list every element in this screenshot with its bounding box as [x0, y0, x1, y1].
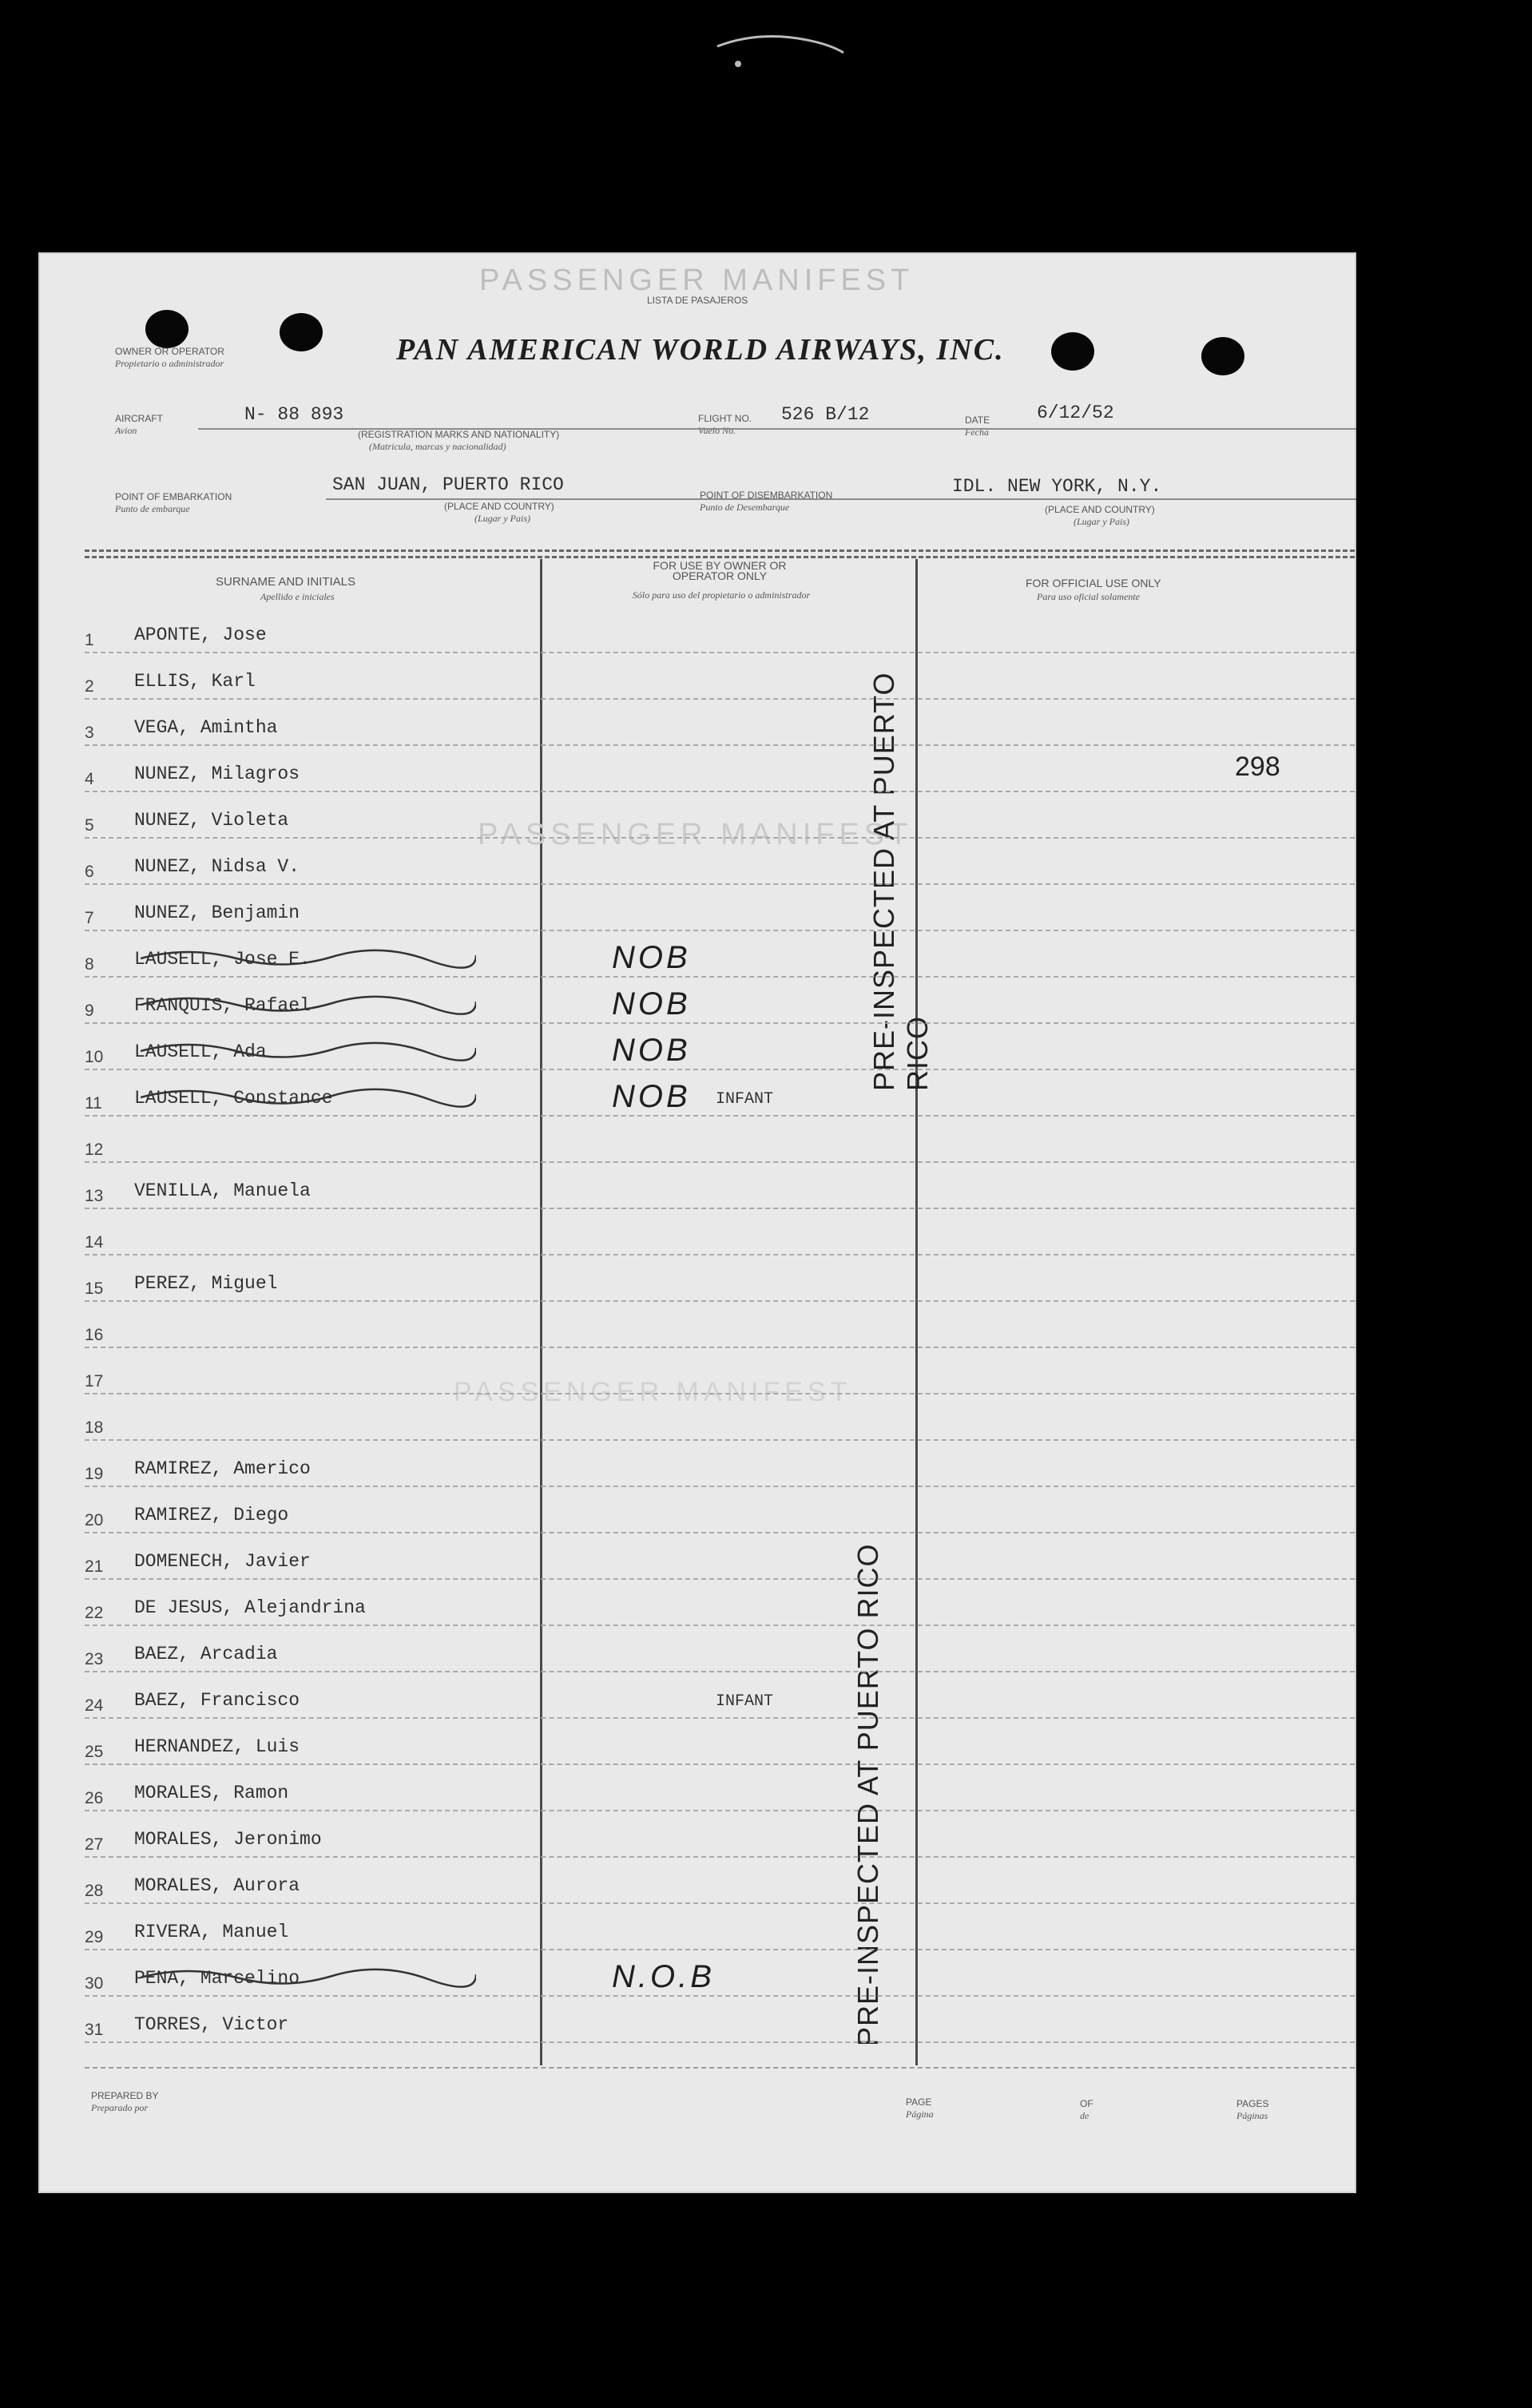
passenger-row: [85, 1348, 1355, 1394]
row-number: 19: [85, 1465, 104, 1483]
row-number: 24: [85, 1696, 104, 1715]
embark-value: SAN JUAN, PUERTO RICO: [332, 474, 564, 495]
passenger-row: [85, 885, 1355, 931]
handwritten-note: NOB: [612, 1079, 691, 1114]
row-number: 2: [85, 677, 94, 696]
passenger-name: LAUSELL, Jose E.: [134, 949, 311, 970]
passenger-name: NUNEZ, Violeta: [134, 810, 289, 831]
passenger-row: [85, 1117, 1355, 1163]
handwritten-note: N.O.B: [612, 1959, 715, 1994]
strike-scribble: [141, 987, 476, 1019]
col-official-header: FOR OFFICIAL USE ONLY: [1026, 577, 1161, 589]
passenger-row: [85, 1858, 1355, 1904]
row-number: 30: [85, 1974, 104, 1993]
place-country-label-es: (Lugar y Pais): [474, 513, 530, 524]
row-number: 28: [85, 1882, 104, 1900]
passenger-row: [85, 1811, 1355, 1858]
embark-label: POINT OF EMBARKATION: [115, 491, 232, 502]
scan-mark: [711, 24, 847, 72]
row-number: 25: [85, 1743, 104, 1761]
row-number: 18: [85, 1418, 104, 1437]
passenger-name: LAUSELL, Constance: [134, 1088, 333, 1109]
passenger-name: ELLIS, Karl: [134, 671, 256, 692]
row-number: 1: [85, 631, 94, 649]
place-country-label-2-es: (Lugar y Pais): [1074, 516, 1129, 527]
handwritten-note: NOB: [612, 940, 691, 975]
passenger-name: TORRES, Victor: [134, 2014, 289, 2035]
passenger-row: [85, 1209, 1355, 1256]
header-rule: [85, 549, 1355, 552]
registration-label: (REGISTRATION MARKS AND NATIONALITY): [358, 429, 560, 440]
passenger-name: PENA, Marcelino: [134, 1968, 300, 1989]
pages-label: PAGES: [1236, 2098, 1269, 2109]
passenger-row: [85, 931, 1355, 978]
passenger-row: [85, 1997, 1355, 2043]
passenger-name: HERNANDEZ, Luis: [134, 1736, 300, 1757]
row-number: 26: [85, 1789, 104, 1807]
row-number: 15: [85, 1279, 104, 1298]
punch-hole: [1051, 332, 1094, 371]
owner-label-es: Propietario o administrador: [115, 358, 224, 369]
aircraft-label: AIRCRAFT: [115, 413, 163, 424]
row-line: [85, 2041, 1355, 2043]
row-number: 10: [85, 1048, 104, 1066]
col-owner-use-header: FOR USE BY OWNER OR OPERATOR ONLY: [653, 559, 787, 582]
disembark-value: IDL. NEW YORK, N.Y.: [952, 476, 1162, 497]
passenger-row: [85, 1487, 1355, 1533]
row-number: 23: [85, 1650, 104, 1668]
passenger-row: [85, 653, 1355, 700]
strike-scribble: [141, 941, 476, 973]
place-country-label: (PLACE AND COUNTRY): [444, 501, 554, 512]
date-value: 6/12/52: [1037, 403, 1114, 423]
footer-rule: [85, 2067, 1355, 2069]
date-label-es: Fecha: [965, 426, 989, 438]
pre-inspected-stamp: PRE-INSPECTED AT PUERTO RICO: [851, 1543, 884, 2046]
passenger-name: APONTE, Jose: [134, 625, 267, 645]
punch-hole: [280, 313, 323, 351]
embark-label-es: Punto de embarque: [115, 503, 190, 514]
passenger-row: [85, 1950, 1355, 1997]
punch-hole: [1201, 337, 1244, 375]
passenger-row: [85, 1256, 1355, 1302]
passenger-row: [85, 1070, 1355, 1117]
passenger-row: [85, 1394, 1355, 1441]
row-number: 17: [85, 1372, 104, 1390]
passenger-name: MORALES, Aurora: [134, 1875, 300, 1896]
passenger-name: NUNEZ, Benjamin: [134, 903, 300, 923]
of-label: OF: [1080, 2098, 1093, 2109]
passenger-row: [85, 607, 1355, 653]
owner-name: PAN AMERICAN WORLD AIRWAYS, INC.: [396, 333, 1005, 367]
passenger-row: [85, 1672, 1355, 1719]
flight-value: 526 B/12: [781, 404, 870, 425]
passenger-row: [85, 1533, 1355, 1580]
passenger-name: NUNEZ, Milagros: [134, 764, 300, 784]
punch-hole: [145, 310, 189, 348]
strike-scribble: [141, 1033, 476, 1065]
owner-label: OWNER OR OPERATOR: [115, 346, 224, 357]
row-number: 20: [85, 1511, 104, 1529]
row-number: 6: [85, 863, 94, 881]
typed-note: INFANT: [716, 1692, 774, 1711]
passenger-name: DE JESUS, Alejandrina: [134, 1597, 366, 1618]
passenger-name: MORALES, Ramon: [134, 1783, 289, 1803]
passenger-name: DOMENECH, Javier: [134, 1551, 311, 1572]
col-surname-header: SURNAME AND INITIALS: [216, 575, 356, 589]
page-label: PAGE: [906, 2097, 932, 2108]
row-number: 16: [85, 1326, 104, 1344]
col-official-header-es: Para uso oficial solamente: [1037, 591, 1140, 602]
page-label-es: Página: [906, 2108, 934, 2120]
passenger-row: [85, 700, 1355, 746]
passenger-row: [85, 1765, 1355, 1811]
disembark-label: POINT OF DISEMBARKATION: [700, 490, 833, 501]
passenger-name: VENILLA, Manuela: [134, 1180, 311, 1201]
passenger-row: [85, 746, 1355, 792]
passenger-row: [85, 1441, 1355, 1487]
divider: [326, 498, 1356, 500]
prepared-by-label: PREPARED BY: [91, 2090, 159, 2101]
handwritten-note: NOB: [612, 1033, 691, 1068]
row-number: 12: [85, 1141, 104, 1159]
passenger-name: LAUSELL, Ada: [134, 1041, 267, 1062]
aircraft-value: N- 88 893: [244, 404, 344, 425]
passenger-row: [85, 839, 1355, 885]
bleed-through-title: PASSENGER MANIFEST: [478, 818, 913, 851]
passenger-name: BAEZ, Arcadia: [134, 1644, 278, 1664]
passenger-name: RIVERA, Manuel: [134, 1922, 289, 1942]
row-number: 27: [85, 1835, 104, 1854]
header-rule: [85, 556, 1355, 558]
aircraft-label-es: Avion: [115, 425, 137, 436]
passenger-row: [85, 1024, 1355, 1070]
passenger-name: MORALES, Jeronimo: [134, 1829, 322, 1850]
passenger-row: [85, 792, 1355, 839]
pages-label-es: Páginas: [1236, 2110, 1268, 2121]
pre-inspected-stamp: PRE-INSPECTED AT PUERTO RICO: [867, 672, 934, 1091]
passenger-name: RAMIREZ, Americo: [134, 1458, 311, 1479]
passenger-row: [85, 1719, 1355, 1765]
row-number: 3: [85, 724, 94, 742]
row-number: 11: [85, 1094, 102, 1113]
row-number: 9: [85, 1002, 94, 1020]
passenger-name: BAEZ, Francisco: [134, 1690, 300, 1711]
official-number: 298: [1235, 752, 1280, 782]
row-number: 29: [85, 1928, 104, 1946]
row-number: 8: [85, 955, 94, 974]
divider: [198, 428, 1356, 430]
handwritten-note: NOB: [612, 986, 691, 1022]
flight-label: FLIGHT NO.: [698, 413, 752, 424]
date-label: DATE: [965, 415, 990, 426]
flight-label-es: Vuelo No.: [698, 425, 736, 436]
of-label-es: de: [1080, 2110, 1089, 2121]
place-country-label-2: (PLACE AND COUNTRY): [1045, 504, 1155, 515]
strike-scribble: [141, 1080, 476, 1112]
prepared-by-label-es: Preparado por: [91, 2102, 149, 2113]
manifest-sheet: [38, 252, 1356, 2193]
passenger-row: [85, 978, 1355, 1024]
passenger-name: FRANQUIS, Rafael: [134, 995, 311, 1016]
disembark-label-es: Punto de Desembarque: [700, 502, 790, 513]
passenger-name: PEREZ, Miguel: [134, 1273, 278, 1294]
col-surname-header-es: Apellido e iniciales: [260, 591, 335, 602]
passenger-name: NUNEZ, Nidsa V.: [134, 856, 300, 877]
col-owner-use-header-es: Sólo para uso del propietario o administrador: [632, 589, 811, 601]
passenger-name: VEGA, Amintha: [134, 717, 278, 738]
form-title: PASSENGER MANIFEST: [479, 264, 915, 297]
row-number: 31: [85, 2021, 104, 2039]
strike-scribble: [141, 1960, 476, 1992]
row-number: 4: [85, 770, 94, 788]
row-number: 14: [85, 1233, 104, 1252]
typed-note: INFANT: [716, 1090, 774, 1109]
form-title-es: LISTA DE PASAJEROS: [647, 295, 748, 306]
row-number: 5: [85, 816, 94, 835]
bleed-through-title: PASSENGER MANIFEST: [454, 1377, 852, 1407]
passenger-row: [85, 1580, 1355, 1626]
passenger-row: [85, 1302, 1355, 1348]
passenger-row: [85, 1904, 1355, 1950]
passenger-row: [85, 1626, 1355, 1672]
registration-label-es: (Matricula, marcas y nacionalidad): [369, 441, 506, 452]
row-number: 21: [85, 1557, 104, 1576]
passenger-name: RAMIREZ, Diego: [134, 1505, 289, 1525]
row-number: 13: [85, 1187, 104, 1205]
row-number: 7: [85, 909, 94, 927]
row-number: 22: [85, 1604, 104, 1622]
passenger-row: [85, 1163, 1355, 1209]
